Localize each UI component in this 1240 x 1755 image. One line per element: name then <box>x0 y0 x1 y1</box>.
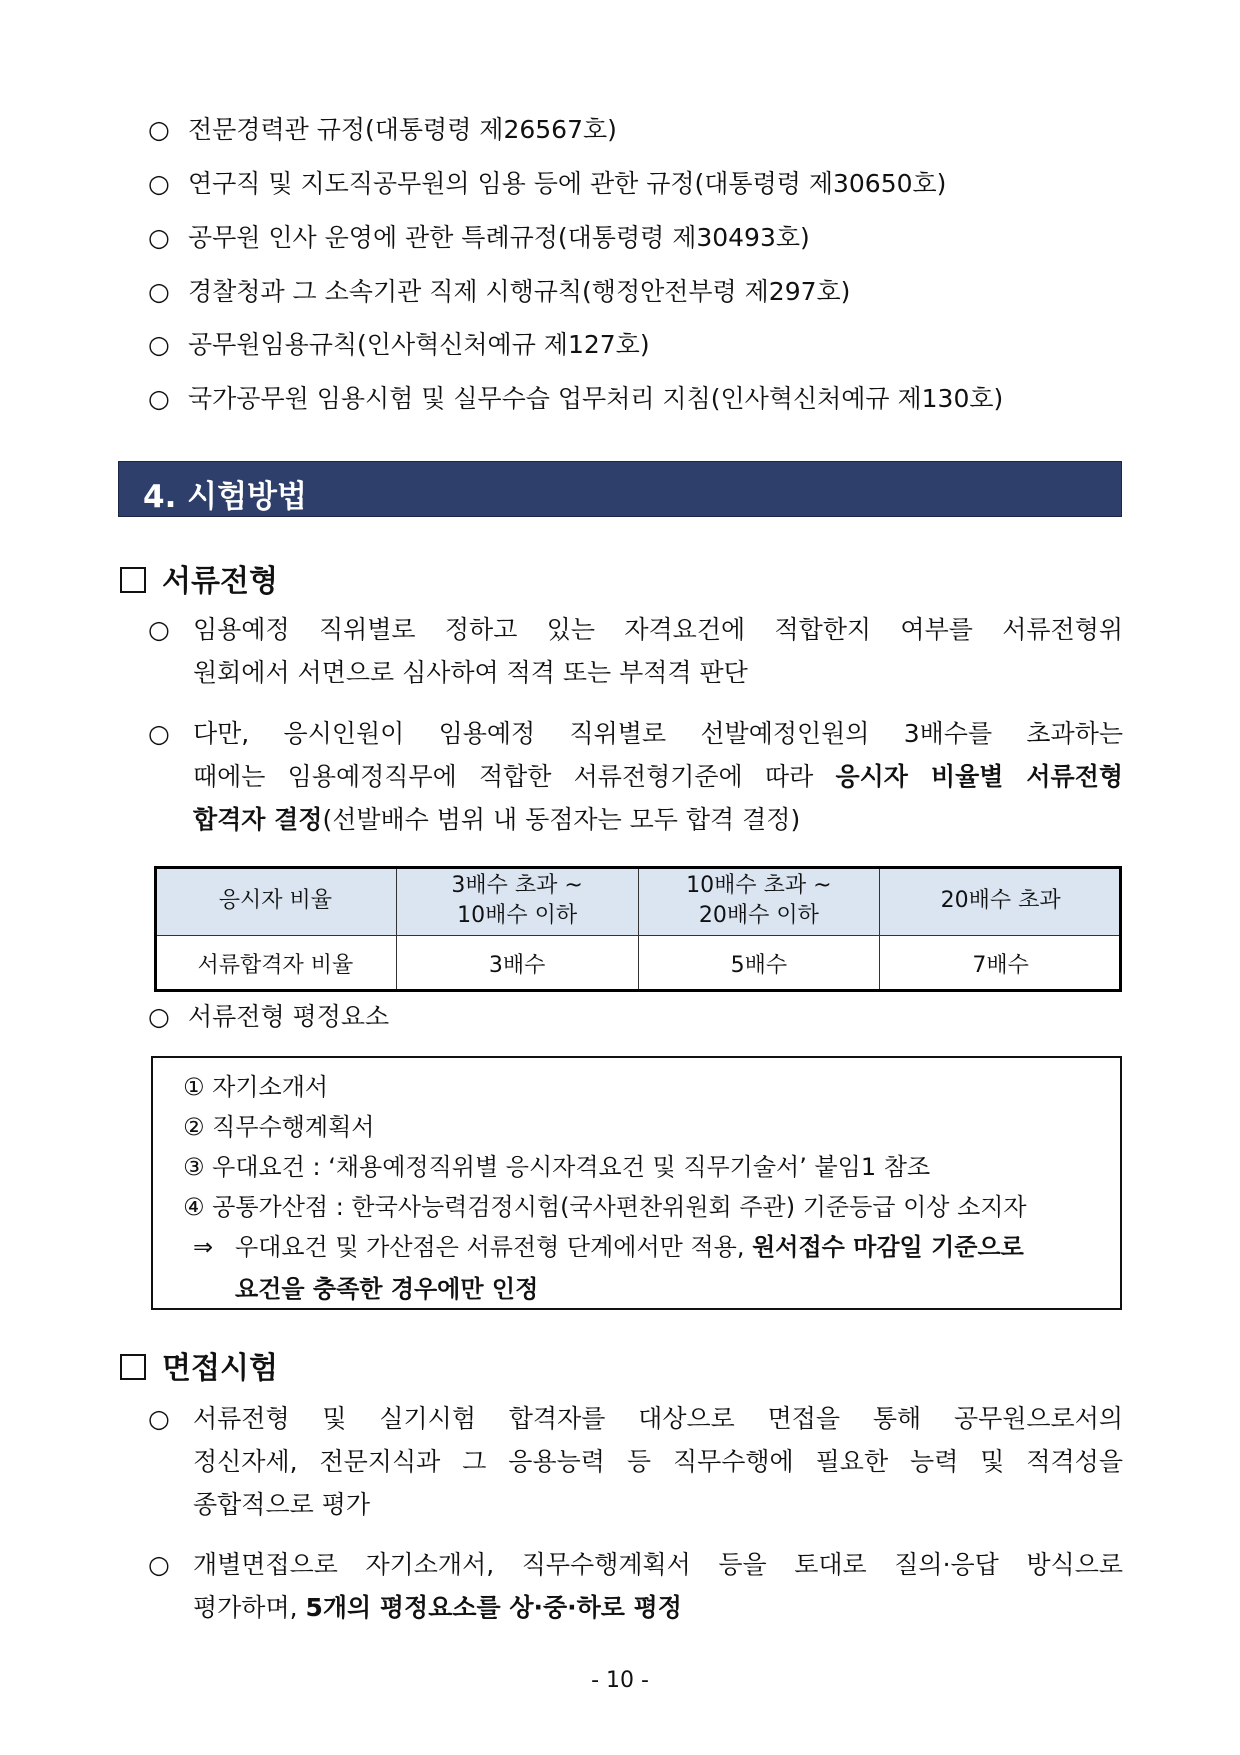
law-item: ○ 공무원 인사 운영에 관한 특례규정(대통령령 제30493호) <box>148 221 810 255</box>
eval-label: ○ 서류전형 평정요소 <box>148 1000 389 1034</box>
section-title-bar <box>118 461 1122 517</box>
paragraph: ○ 임용예정 직위별로 정하고 있는 자격요건에 적합한지 여부를 서류전형위 원회에서 서면으로 심사하여 적격 또는 부적격 판단 <box>148 608 1123 694</box>
law-item: ○ 국가공무원 임용시험 및 실무수습 업무처리 지침(인사혁신처예규 제130호) <box>148 382 1003 416</box>
circle-bullet-icon: ○ <box>148 169 170 198</box>
circle-bullet-icon: ○ <box>148 719 170 748</box>
table-cell: 5배수 <box>638 936 880 992</box>
table-header-row <box>155 867 1122 936</box>
subsection-heading-interview: 면접시험 <box>120 1343 278 1387</box>
circle-bullet-icon: ○ <box>148 1550 170 1579</box>
paragraph: ○ 서류전형 및 실기시험 합격자를 대상으로 면접을 통해 공무원으로서의 정신자세, 전문지식과 그 응용능력 등 직무수행에 필요한 능력 및 적격성을 종합적으로 평가 <box>148 1397 1123 1526</box>
table-header-cell <box>638 867 880 936</box>
circle-bullet-icon: ○ <box>148 1404 170 1433</box>
subsection-heading-document: 서류전형 <box>120 556 278 600</box>
header-line: 3배수 초과 ~ <box>451 873 583 898</box>
square-bullet-icon <box>120 1354 146 1380</box>
circle-bullet-icon: ○ <box>148 615 170 644</box>
header-line: 20배수 이하 <box>698 903 819 928</box>
square-bullet-icon <box>120 567 146 593</box>
eval-note: ⇒ 우대요건 및 가산점은 서류전형 단계에서만 적용, 원서접수 마감일 기준으로 요건을 충족한 경우에만 인정 <box>193 1226 1108 1310</box>
header-line: 10배수 초과 ~ <box>686 873 832 898</box>
table-cell: 서류합격자 비율 <box>155 936 397 992</box>
header-line: 10배수 이하 <box>457 903 578 928</box>
page-number: - 10 - <box>591 1668 649 1693</box>
paragraph: ○ 개별면접으로 자기소개서, 직무수행계획서 등을 토대로 질의·응답 방식으로 평가하며, 5개의 평정요소를 상·중·하로 평정 <box>148 1543 1123 1629</box>
table-row <box>155 936 1122 992</box>
table-cell: 7배수 <box>880 936 1122 992</box>
circle-bullet-icon: ○ <box>148 330 170 359</box>
table-header-cell <box>396 867 638 936</box>
law-item: ○ 전문경력관 규정(대통령령 제26567호) <box>148 113 617 147</box>
law-item: ○ 공무원임용규칙(인사혁신처예규 제127호) <box>148 328 650 362</box>
arrow-icon: ⇒ <box>193 1233 214 1261</box>
eval-item: ② 직무수행계획서 <box>183 1113 375 1141</box>
eval-item: ① 자기소개서 <box>183 1073 329 1101</box>
circle-bullet-icon: ○ <box>148 277 170 306</box>
law-item: ○ 경찰청과 그 소속기관 직제 시행규칙(행정안전부령 제297호) <box>148 275 850 309</box>
paragraph: ○ 다만, 응시인원이 임용예정 직위별로 선발예정인원의 3배수를 초과하는 때에는 임용예정직무에 적합한 서류전형기준에 따라 응시자 비율별 서류전형 합격자 결정(선발배수 범위 내 동점자는 모두 합격 결정) <box>148 712 1123 841</box>
circle-bullet-icon: ○ <box>148 1002 170 1031</box>
eval-item: ③ 우대요건 : ‘채용예정직위별 응시자격요건 및 직무기술서’ 붙임1 참조 <box>183 1153 931 1181</box>
table-cell: 3배수 <box>396 936 638 992</box>
table-header-cell: 응시자 비율 <box>155 867 397 936</box>
table-header-cell: 20배수 초과 <box>880 867 1122 936</box>
law-item: ○ 연구직 및 지도직공무원의 임용 등에 관한 규정(대통령령 제30650호) <box>148 167 946 201</box>
circle-bullet-icon: ○ <box>148 223 170 252</box>
circle-bullet-icon: ○ <box>148 384 170 413</box>
evaluation-factors-box <box>151 1056 1122 1310</box>
applicant-ratio-table <box>154 866 1122 992</box>
circle-bullet-icon: ○ <box>148 115 170 144</box>
section-title: 4. 시험방법 <box>143 479 307 515</box>
eval-item: ④ 공통가산점 : 한국사능력검정시험(국사편찬위원회 주관) 기준등급 이상 소지자 <box>183 1193 1027 1221</box>
